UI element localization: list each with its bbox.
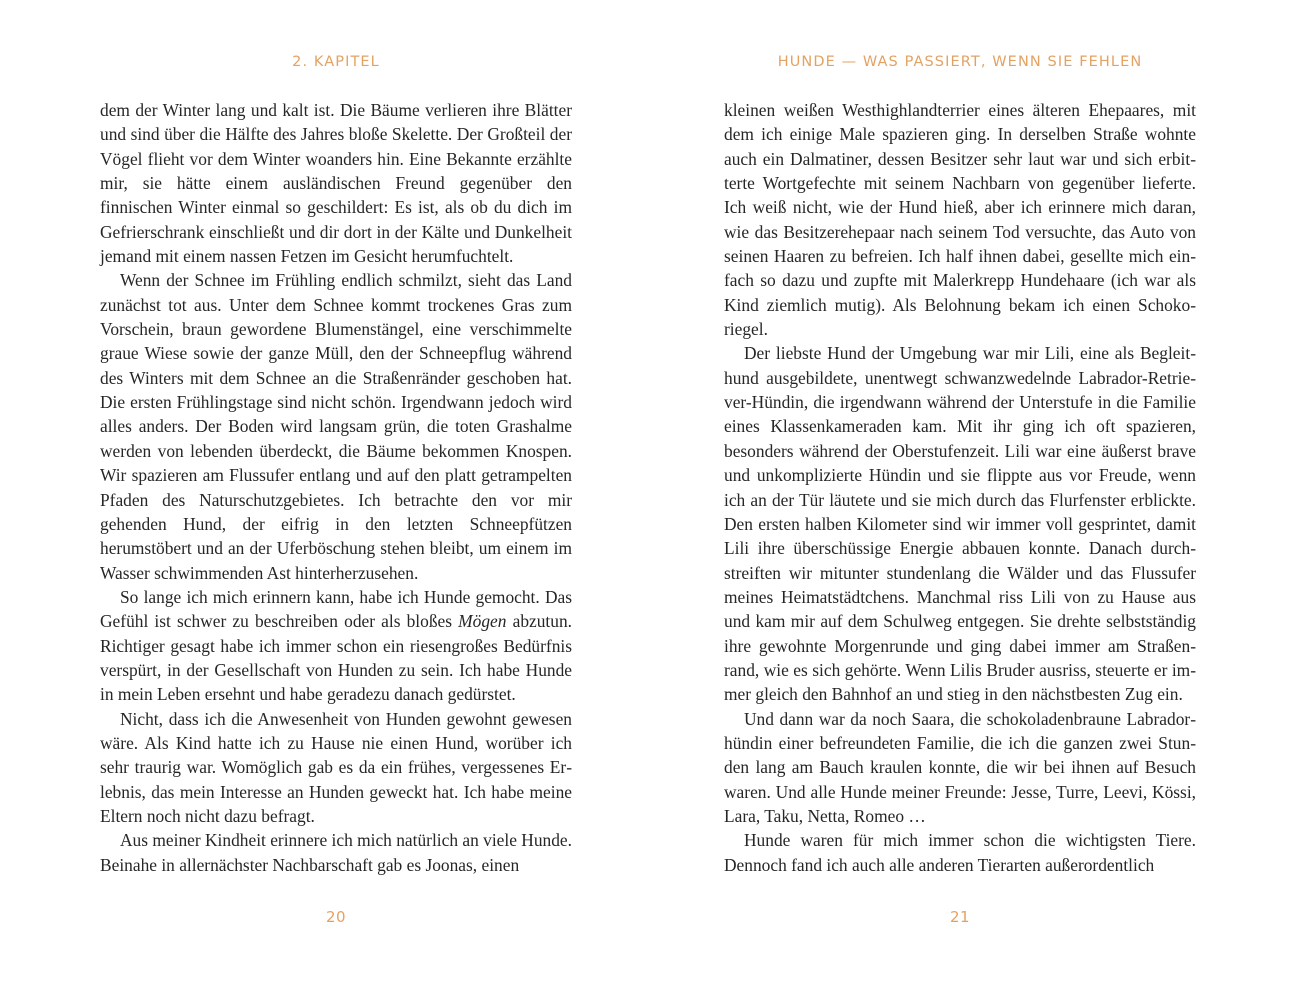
right-page (648, 0, 1295, 1000)
paragraph-text: So lange ich mich erinnern kann, habe ich Hunde gemocht. Das Gefühl ist schwer zu beschreiben oder als bloßes (100, 586, 572, 632)
running-head-right: HUNDE — WAS PASSIERT, WENN SIE FEHLEN (777, 54, 1143, 70)
paragraph-text: Und dann war da noch Saara, die schokoladenbraune Labradorhündin einer befreundeten Familie, die ich die ganzen zwei Stunden lang am Bauch kraulen konnte, die wir bei ihnen auf Besuch waren. Und alle Hunde meiner Freunde: Jesse, Turre, Leevi, Kössi, Lara, Taku, Netta, Romeo … (724, 708, 1196, 826)
running-head-left: 2. KAPITEL (292, 54, 380, 70)
paragraph (100, 828, 572, 877)
paragraph-text: Hunde waren für mich immer schon die wichtigsten Tiere. Dennoch fand ich auch alle anderen Tierarten außerordentlich (724, 830, 1196, 875)
page-number-left: 20 (325, 908, 347, 926)
paragraph-text: Wenn der Schnee im Frühling endlich schmilzt, sieht das Land zunächst tot aus. Unter dem Schnee kommt trockenes Gras zum Vorschein, braun gewordene Blumenstängel, eine verschimmelte graue Wiese sowie der ganze Müll, den der Schneepflug während des Winters mit dem Schnee an die Straßenränder geschoben hat. Die ersten Frühlingstage sind nicht schön. Irgendwann jedoch wird alles anders. Der Boden wird langsam grün, die toten Grashalme werden von lebenden überdeckt, die Bäume bekommen Knospen. Wir spazieren am Flussufer entlang und auf den platt getrampelten Pfaden des Naturschutzgebietes. Ich betrachte den vor mir gehenden Hund, der eifrig in den letzten Schneepfützen herumstöbert und an der Uferböschung stehen bleibt, um einem im Wasser schwimmenden Ast hinterherzusehen. (100, 270, 572, 583)
paragraph (724, 707, 1196, 829)
body-text-right (724, 98, 1196, 877)
paragraph-text: kleinen weißen Westhighlandterrier eines älteren Ehepaares, mit dem ich einige Male spazieren ging. In derselben Straße wohnte auch ein Dalmatiner, dessen Besitzer sehr laut war und sich erbitterte Wortgefechte mit seinem Nachbarn von gegenüber lieferte. Ich weiß nicht, wie der Hund hieß, aber ich erinnere mich daran, wie das Besitzerehepaar nach seinem Tod versuchte, das Auto von seinen Haaren zu befreien. Ich half ihnen dabei, gesellte mich einfach so dazu und zupfte mit Malerkrepp Hundehaare (ich war als Kind ziemlich mutig). Als Belohnung bekam ich einen Schokoriegel. (724, 100, 1196, 340)
page-number-right: 21 (949, 908, 971, 926)
paragraph-text: Nicht, dass ich die Anwesenheit von Hunden gewohnt gewesen wäre. Als Kind hatte ich zu Hause nie einen Hund, worüber ich sehr traurig war. Womöglich gab es da ein frühes, vergessenes Erlebnis, das mein Interesse an Hunden geweckt hat. Ich habe meine Eltern noch nicht dazu befragt. (100, 708, 572, 826)
body-text-left (100, 98, 572, 877)
left-page (0, 0, 647, 1000)
paragraph (724, 98, 1196, 341)
paragraph (100, 707, 572, 829)
paragraph (100, 98, 572, 268)
paragraph (724, 828, 1196, 877)
paragraph-text: dem der Winter lang und kalt ist. Die Bäume verlieren ihre Blätter und sind über die Hälfte des Jahres bloße Skelette. Der Großteil der Vögel flieht vor dem Winter woanders hin. Eine Bekannte erzählte mir, sie hätte einem ausländischen Freund gegenüber den finnischen Winter einmal so geschildert: Es ist, als ob du dich im Gefrierschrank einschließt und dir dort in der Kälte und Dunkelheit jemand mit einem nassen Fetzen im Gesicht herumfuchtelt. (100, 100, 572, 267)
paragraph-text: Der liebste Hund der Umgebung war mir Lili, eine als Begleithund ausgebildete, unentwegt schwanzwedelnde Labrador-Retriever-Hündin, die irgendwann während der Unterstufe in die Familie eines Klassenkameraden kam. Mit ihr ging ich oft spazieren, besonders während der Oberstufenzeit. Lili war eine äußerst brave und unkomplizierte Hündin und sie flippte aus vor Freude, wenn ich an der Tür läutete und sie mich durch das Flurfenster erblickte. Den ersten halben Kilometer sind wir immer voll gesprintet, damit Lili ihre überschüssige Energie abbauen konnte. Danach durchstreiften wir mitunter stundenlang die Wälder und das Flussufer meines Heimatstädtchens. Manchmal riss Lili von zu Hause aus und kam mir auf dem Schulweg entgegen. Sie drehte selbstständig ihre gewohnte Morgenrunde und ging dabei immer am Straßenrand, wie es sich gehörte. Wenn Lilis Bruder ausriss, steuerte er immer gleich den Bahnhof an und stieg in den nächstbesten Zug ein. (724, 343, 1196, 705)
paragraph (100, 585, 572, 707)
paragraph (724, 341, 1196, 706)
paragraph (100, 268, 572, 584)
paragraph-text: abzutun. Richtiger gesagt habe ich immer schon ein riesengroßes Bedürfnis verspürt, in der Gesellschaft von Hunden zu sein. Ich habe Hunde in mein Leben ersehnt und habe geradezu danach gedürstet. (100, 611, 573, 705)
paragraph-text: Aus meiner Kindheit erinnere ich mich natürlich an viele Hunde. Beinahe in allernächster Nachbarschaft gab es Joonas, einen (100, 830, 573, 875)
emphasis-text: Mögen (458, 611, 507, 632)
